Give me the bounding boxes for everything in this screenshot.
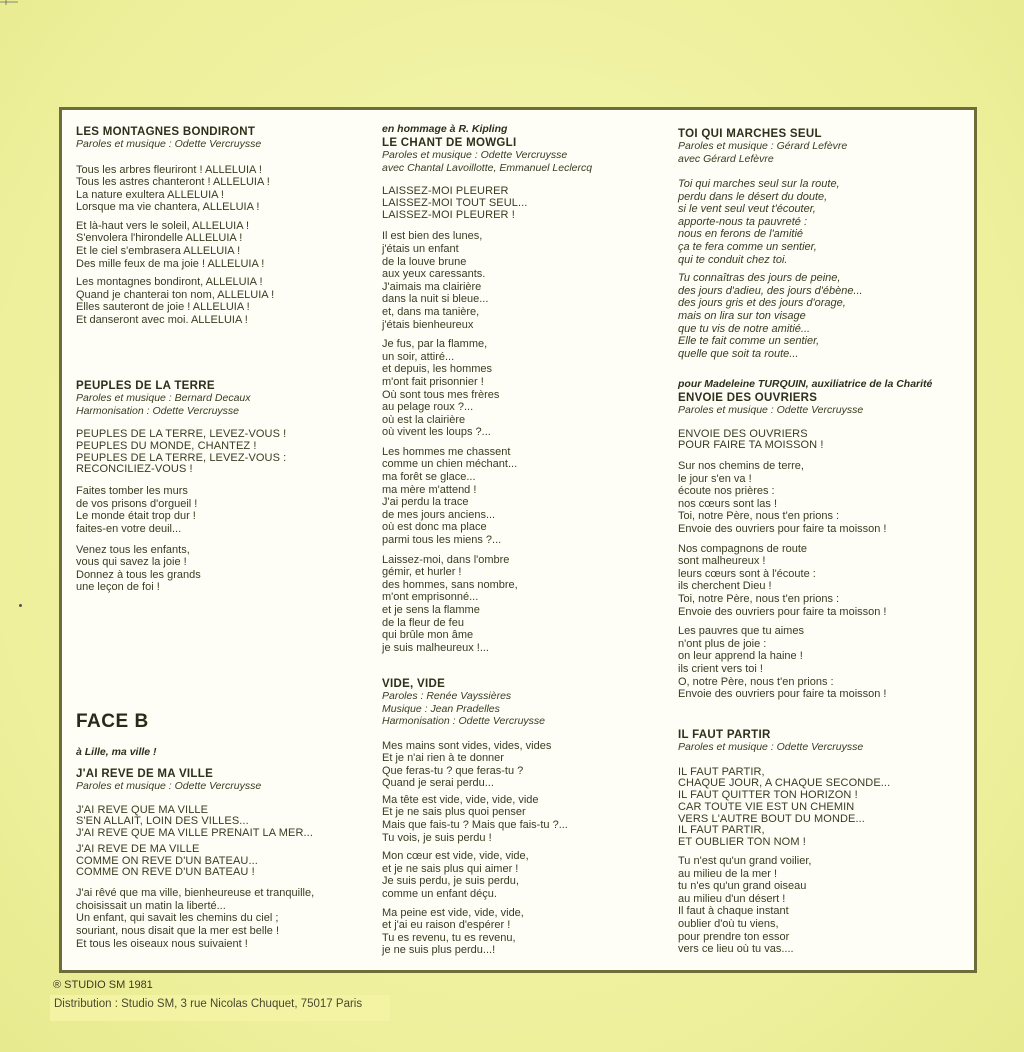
song-credit: Paroles et musique : Odette Vercruysse [678, 404, 864, 416]
stanza [76, 276, 376, 326]
lyric-line: où vivent les loups ?... [382, 426, 491, 439]
lyric-line: n'ont plus de joie : [678, 637, 767, 650]
lyric-line: qui te conduit chez toi. [678, 253, 788, 266]
song-credit: Paroles et musique : Odette Vercruysse [76, 138, 262, 150]
lyric-line: on leur apprend la haine ! [678, 650, 803, 663]
song-jai-reve-de-ma-ville [76, 746, 376, 950]
lyric-line: et j'ai eu raison d'espérer ! [382, 919, 511, 932]
lyric-line: Quand je serai perdu... [382, 777, 494, 790]
lyric-line: Il est bien des lunes, [382, 230, 483, 243]
lyric-line: ma forêt se glace... [382, 471, 476, 484]
lyric-line: de mes jours anciens... [382, 508, 496, 521]
lyric-line: ils crient vers toi ! [678, 663, 763, 675]
lyric-line: CHAQUE JOUR, A CHAQUE SECONDE... [678, 777, 891, 790]
lyric-line: aux yeux caressants. [382, 268, 486, 281]
lyric-line: Tu vois, je suis perdu ! [382, 831, 492, 844]
lyric-line: je ne suis plus perdu...! [382, 944, 496, 957]
lyric-line: nos cœurs sont las ! [678, 497, 778, 510]
lyric-line: au milieu de la mer ! [678, 867, 778, 880]
lyric-line: et depuis, les hommes [382, 363, 493, 376]
lyric-line: PEUPLES DE LA TERRE, LEVEZ-VOUS ! [76, 428, 287, 440]
song-peuples-de-la-terre [76, 380, 376, 594]
lyric-line: Mais que fais-tu ? Mais que fais-tu ?... [382, 819, 568, 832]
lyric-line: Les montagnes bondiront, ALLELUIA ! [76, 276, 263, 289]
lyric-line: et, dans ma tanière, [382, 305, 480, 318]
distribution-notice: Distribution : Studio SM, 3 rue Nicolas Chuquet, 75017 Paris [50, 995, 390, 1021]
stanza [76, 844, 376, 879]
song-title: J'AI REVE DE MA VILLE [76, 768, 214, 780]
lyric-line: parmi tous les miens ?... [382, 534, 502, 547]
lyric-line: Toi qui marches seul sur la route, [678, 178, 840, 190]
lyric-line: J'AI REVE DE MA VILLE [76, 842, 200, 855]
lyric-line: COMME ON REVE D'UN BATEAU ! [76, 866, 255, 879]
lyric-line: m'ont emprisonné... [382, 591, 479, 604]
song-credit: Harmonisation : Odette Vercruysse [76, 404, 240, 417]
lyric-line: Des mille feux de ma joie ! ALLELUIA ! [76, 257, 265, 270]
lyric-line: au milieu d'un désert ! [678, 892, 786, 905]
song-title: VIDE, VIDE [382, 678, 446, 690]
lyric-line: Envoie des ouvriers pour faire ta moisson ! [678, 688, 887, 701]
stanza [678, 178, 968, 266]
lyric-line: Ma tête est vide, vide, vide, vide [382, 793, 539, 806]
lyric-line: Et je n'ai rien à te donner [382, 752, 504, 765]
lyrics-panel [59, 107, 977, 973]
lyric-line: COMME ON REVE D'UN BATEAU... [76, 854, 258, 867]
lyric-line: leurs cœurs sont à l'écoute : [678, 567, 816, 580]
lyric-line: Tous les arbres fleuriront ! ALLELUIA ! [76, 163, 262, 176]
lyric-line: Toi, notre Père, nous t'en prions : [678, 593, 840, 606]
stanza [678, 543, 968, 619]
lyric-line: souriant, nous disait que la mer est belle ! [76, 925, 280, 938]
lyric-line: ça te fera comme un sentier, [678, 240, 817, 253]
lyric-line: Ma peine est vide, vide, vide, [382, 906, 524, 919]
lyric-line: Que feras-tu ? que feras-tu ? [382, 764, 524, 777]
lyric-line: Sur nos chemins de terre, [678, 460, 804, 473]
lyric-line: Mes mains sont vides, vides, vides [382, 739, 552, 752]
lyric-line: qui brûle mon âme [382, 629, 474, 642]
lyric-line: ils cherchent Dieu ! [678, 580, 772, 593]
lyric-line: PEUPLES DU MONDE, CHANTEZ ! [76, 439, 257, 452]
stanza [76, 164, 376, 214]
lyric-line: perdu dans le désert du doute, [678, 190, 828, 203]
lyric-line: IL FAUT PARTIR, [678, 824, 765, 837]
song-dedication: à Lille, ma ville ! [76, 746, 157, 758]
lyric-line: Laissez-moi, dans l'ombre [382, 553, 510, 566]
song-title: IL FAUT PARTIR [678, 729, 771, 741]
lyric-line: LAISSEZ-MOI TOUT SEUL... [382, 196, 528, 209]
song-title: LE CHANT DE MOWGLI [382, 137, 517, 149]
lyric-line: gémir, et hurler ! [382, 566, 462, 579]
stanza [382, 554, 672, 655]
lyric-line: RECONCILIEZ-VOUS ! [76, 463, 193, 476]
lyric-line: oublier d'où tu viens, [678, 918, 779, 931]
lyric-line: de la fleur de feu [382, 616, 464, 629]
song-title: TOI QUI MARCHES SEUL [678, 128, 822, 140]
lyric-line: m'ont fait prisonnier ! [382, 375, 484, 388]
stanza [678, 429, 968, 453]
song-title: ENVOIE DES OUVRIERS [678, 392, 818, 404]
lyric-line: et je sens la flamme [382, 604, 480, 617]
lyric-line: VERS L'AUTRE BOUT DU MONDE... [678, 812, 865, 825]
lyric-line: Donnez à tous les grands [76, 568, 201, 581]
lyric-line: comme un chien méchant... [382, 458, 518, 471]
lyric-line: Venez tous les enfants, [76, 543, 190, 556]
lyric-line: Tu connaîtras des jours de peine, [678, 272, 841, 285]
lyric-line: Elle te fait comme un sentier, [678, 335, 820, 348]
song-title: PEUPLES DE LA TERRE [76, 380, 215, 392]
lyric-line: une leçon de foi ! [76, 581, 160, 594]
lyric-line: O, notre Père, nous t'en prions : [678, 675, 834, 688]
lyric-line: pour prendre ton essor [678, 930, 790, 943]
lyric-line: Toi, notre Père, nous t'en prions : [678, 510, 840, 523]
lyric-line: apporte-nous ta pauvreté : [678, 215, 808, 228]
lyric-line: J'ai perdu la trace [382, 496, 469, 509]
lyric-line: au pelage roux ?... [382, 401, 474, 414]
lyric-line: J'AI REVE QUE MA VILLE PRENAIT LA MER... [76, 827, 313, 840]
lyric-line: des jours d'adieu, des jours d'ébène... [678, 284, 863, 297]
song-credit: Harmonisation : Odette Vercruysse [382, 715, 546, 727]
stanza [76, 887, 376, 950]
lyric-line: mais on lira sur ton visage [678, 309, 806, 322]
stanza [76, 429, 376, 476]
lyric-line: CAR TOUTE VIE EST UN CHEMIN [678, 800, 855, 813]
lyric-line: Tu n'est qu'un grand voilier, [678, 855, 812, 868]
lyric-line: Où sont tous mes frères [382, 388, 500, 401]
lyric-line: Elles sauteront de joie ! ALLELUIA ! [76, 301, 250, 314]
lyric-line: IL FAUT QUITTER TON HORIZON ! [678, 789, 858, 802]
stanza [382, 338, 672, 439]
song-credit: Musique : Jean Pradelles [382, 702, 500, 715]
stanza [76, 805, 376, 840]
lyric-line: tu n'es qu'un grand oiseau [678, 880, 807, 893]
song-credit: Paroles et musique : Bernard Decaux [76, 392, 251, 404]
lyric-line: Tu es revenu, tu es revenu, [382, 931, 516, 944]
lyric-line: faites-en votre deuil... [76, 522, 182, 535]
dust-speck [19, 604, 22, 607]
lyric-line: un soir, attiré... [382, 350, 455, 363]
stanza [76, 544, 376, 594]
stanza [382, 446, 672, 547]
stanza [678, 855, 968, 956]
song-toi-qui-marches-seul [678, 128, 968, 360]
lyric-line: Je suis perdu, je suis perdu, [382, 875, 519, 888]
lyric-line: Et danseront avec moi. ALLELUIA ! [76, 314, 248, 327]
lyric-line: j'étais bienheureux [382, 318, 474, 331]
lyric-line: vous qui savez la joie ! [76, 556, 187, 569]
lyric-line: Et je ne sais plus quoi penser [382, 806, 526, 819]
lyric-line: des jours gris et des jours d'orage, [678, 297, 846, 310]
face-b-heading: FACE B [76, 711, 149, 732]
lyric-line: Les hommes me chassent [382, 445, 511, 458]
lyric-line: Un enfant, qui savait les chemins du ciel ; [76, 912, 279, 925]
song-le-chant-de-mowgli [382, 123, 672, 654]
lyric-line: Mon cœur est vide, vide, vide, [382, 850, 529, 863]
song-dedication: pour Madeleine TURQUIN, auxiliatrice de la Charité [678, 378, 933, 390]
lyric-line: Quand je chanterai ton nom, ALLELUIA ! [76, 288, 275, 301]
lyric-line: si le vent seul veut t'écouter, [678, 203, 816, 216]
lyric-line: je suis malheureux !... [382, 641, 489, 654]
song-credit: Paroles et musique : Odette Vercruysse [382, 149, 568, 161]
lyric-line: S'envolera l'hirondelle ALLELUIA ! [76, 232, 243, 245]
song-credit: Paroles et musique : Gérard Lefèvre [678, 140, 848, 152]
lyric-line: Et là-haut vers le soleil, ALLELUIA ! [76, 219, 250, 232]
stanza [678, 272, 968, 360]
song-vide-vide [382, 678, 672, 957]
stanza [382, 794, 672, 844]
lyric-line: et je ne sais plus qui aimer ! [382, 862, 519, 875]
stanza [382, 740, 672, 790]
lyric-line: le jour s'en va ! [678, 472, 752, 485]
lyric-line: J'aimais ma clairière [382, 280, 482, 293]
stanza [76, 485, 376, 535]
lyric-line: Et le ciel s'embrasera ALLELUIA ! [76, 245, 241, 258]
lyric-line: comme un enfant déçu. [382, 888, 497, 901]
song-credit: Paroles et musique : Odette Vercruysse [678, 741, 864, 753]
lyric-line: Je fus, par la flamme, [382, 338, 488, 351]
stanza [678, 625, 968, 701]
lyric-line: dans la nuit si bleue... [382, 293, 489, 306]
song-les-montagnes-bondiront [76, 126, 376, 327]
lyric-line: ENVOIE DES OUVRIERS [678, 427, 808, 440]
lyric-line: Le monde était trop dur ! [76, 510, 196, 523]
lyric-line: nous en ferons de l'amitié [678, 228, 804, 241]
lyric-line: Envoie des ouvriers pour faire ta moisson ! [678, 523, 887, 536]
stanza [382, 907, 672, 957]
lyric-line: où est la clairière [382, 413, 466, 426]
lyric-line: Et tous les oiseaux nous suivaient ! [76, 937, 248, 950]
lyric-line: Les pauvres que tu aimes [678, 625, 804, 638]
lyric-line: vers ce lieu où tu vas.... [678, 943, 794, 956]
stanza [678, 767, 968, 850]
stanza [382, 850, 672, 900]
lyric-line: PEUPLES DE LA TERRE, LEVEZ-VOUS : [76, 451, 287, 464]
lyric-line: ma mère m'attend ! [382, 483, 477, 496]
stanza [382, 186, 672, 221]
lyric-line: POUR FAIRE TA MOISSON ! [678, 439, 824, 452]
lyric-line: IL FAUT PARTIR, [678, 765, 765, 778]
stanza [382, 230, 672, 331]
stanza [678, 460, 968, 536]
lyric-line: J'ai rêvé que ma ville, bienheureuse et tranquille, [76, 887, 315, 900]
lyric-line: j'étais un enfant [382, 242, 459, 255]
song-credit: avec Gérard Lefèvre [678, 152, 774, 165]
copyright-notice: ® STUDIO SM 1981 [53, 979, 153, 991]
lyric-line: que tu vis de notre amitié... [678, 322, 811, 335]
lyric-line: LAISSEZ-MOI PLEURER [382, 185, 509, 197]
lyric-line: J'AI REVE QUE MA VILLE [76, 803, 209, 816]
song-credit: avec Chantal Lavoillotte, Emmanuel Leclercq [382, 161, 593, 174]
song-envoie-des-ouvriers [678, 378, 968, 701]
lyric-line: où est donc ma place [382, 521, 487, 534]
lyric-line: écoute nos prières : [678, 485, 775, 498]
lyric-line: Faites tomber les murs [76, 485, 188, 498]
lyric-line: La nature exultera ALLELUIA ! [76, 188, 224, 201]
lyric-line: sont malheureux ! [678, 555, 766, 568]
lyric-line: Envoie des ouvriers pour faire ta moisson ! [678, 605, 887, 618]
lyric-line: Tous les astres chanteront ! ALLELUIA ! [76, 176, 270, 189]
lyric-line: S'EN ALLAIT, LOIN DES VILLES... [76, 815, 249, 828]
song-title: LES MONTAGNES BONDIRONT [76, 126, 256, 138]
song-credit: Paroles et musique : Odette Vercruysse [76, 780, 262, 792]
corner-mark-icon [0, 0, 20, 8]
lyric-line: quelle que soit ta route... [678, 347, 799, 360]
lyric-line: choisissait un matin la liberté... [76, 899, 226, 912]
stanza [76, 220, 376, 270]
lyric-line: de la louve brune [382, 255, 467, 268]
lyric-line: ET OUBLIER TON NOM ! [678, 836, 806, 849]
lyric-line: Nos compagnons de route [678, 542, 808, 555]
lyric-line: LAISSEZ-MOI PLEURER ! [382, 208, 515, 221]
lyric-line: des hommes, sans nombre, [382, 578, 518, 591]
lyric-line: Lorsque ma vie chantera, ALLELUIA ! [76, 201, 260, 214]
song-il-faut-partir [678, 729, 968, 956]
song-dedication: en hommage à R. Kipling [382, 123, 508, 135]
song-credit: Paroles : Renée Vayssières [382, 690, 512, 702]
lyric-line: de vos prisons d'orgueil ! [76, 497, 198, 510]
lyric-line: Il faut à chaque instant [678, 905, 789, 918]
